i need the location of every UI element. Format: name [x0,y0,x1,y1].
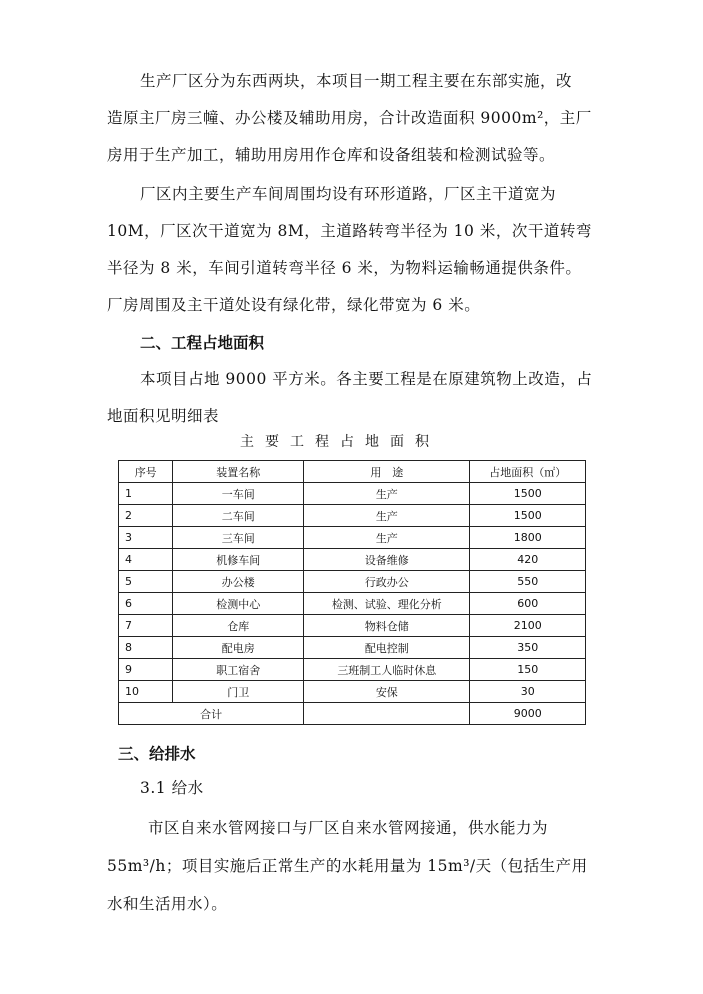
table-row [119,659,586,681]
table-row [119,615,586,637]
header-use: 用 途 [304,461,470,483]
row-no: 8 [119,637,173,659]
section-2-heading: 二、工程占地面积 [140,334,265,352]
row-use: 生产 [304,527,470,549]
table-total-row [119,703,586,725]
section-3-heading: 三、给排水 [118,745,196,763]
header-name: 装置名称 [173,461,304,483]
row-area: 350 [470,637,586,659]
row-area: 550 [470,571,586,593]
row-name: 配电房 [173,637,304,659]
section-3-line-2: 55m³/h；项目实施后正常生产的水耗用量为 15m³/天（包括生产用 [107,857,588,875]
row-name: 三车间 [173,527,304,549]
row-area: 1500 [470,505,586,527]
row-name: 门卫 [173,681,304,703]
section-2-line-2: 地面积见明细表 [107,407,220,425]
header-area: 占地面积（㎡） [470,461,586,483]
paragraph-2-line-4: 厂房周围及主干道处设有绿化带，绿化带宽为 6 米。 [107,296,481,314]
row-no: 9 [119,659,173,681]
row-use: 三班制工人临时休息 [304,659,470,681]
row-area: 1500 [470,483,586,505]
row-area: 1800 [470,527,586,549]
header-no: 序号 [119,461,173,483]
table-row [119,527,586,549]
row-use: 检测、试验、理化分析 [304,593,470,615]
row-no: 10 [119,681,173,703]
table-row [119,505,586,527]
row-name: 一车间 [173,483,304,505]
row-no: 5 [119,571,173,593]
row-area: 420 [470,549,586,571]
row-no: 6 [119,593,173,615]
section-3-subheading: 3.1 给水 [140,779,204,797]
table-caption: 主要工程占地面积 [240,434,440,450]
total-value: 9000 [470,703,586,725]
row-use: 生产 [304,483,470,505]
row-use: 设备维修 [304,549,470,571]
row-name: 机修车间 [173,549,304,571]
total-use-empty [304,703,470,725]
row-area: 150 [470,659,586,681]
paragraph-1-line-2: 造原主厂房三幢、办公楼及辅助用房，合计改造面积 9000m²，主厂 [107,109,592,127]
table-row [119,483,586,505]
row-name: 检测中心 [173,593,304,615]
row-name: 职工宿舍 [173,659,304,681]
row-no: 1 [119,483,173,505]
row-name: 二车间 [173,505,304,527]
table-header-row [119,461,586,483]
row-name: 仓库 [173,615,304,637]
area-table [118,460,586,725]
section-2-line-1: 本项目占地 9000 平方米。各主要工程是在原建筑物上改造，占 [140,370,593,388]
row-use: 配电控制 [304,637,470,659]
row-use: 物料仓储 [304,615,470,637]
row-use: 生产 [304,505,470,527]
row-name: 办公楼 [173,571,304,593]
row-use: 行政办公 [304,571,470,593]
row-no: 4 [119,549,173,571]
row-area: 2100 [470,615,586,637]
total-label: 合计 [119,703,304,725]
row-area: 30 [470,681,586,703]
paragraph-1-line-3: 房用于生产加工，辅助用房用作仓库和设备组装和检测试验等。 [107,146,556,164]
table-row [119,549,586,571]
row-area: 600 [470,593,586,615]
section-3-line-3: 水和生活用水）。 [107,895,228,913]
table-row [119,637,586,659]
table-row [119,571,586,593]
row-no: 2 [119,505,173,527]
row-no: 3 [119,527,173,549]
row-no: 7 [119,615,173,637]
paragraph-2-line-2: 10M，厂区次干道宽为 8M，主道路转弯半径为 10 米，次干道转弯 [107,222,592,240]
row-use: 安保 [304,681,470,703]
table-row [119,681,586,703]
paragraph-2-line-1: 厂区内主要生产车间周围均设有环形道路，厂区主干道宽为 [140,185,557,203]
paragraph-2-line-3: 半径为 8 米，车间引道转弯半径 6 米，为物料运输畅通提供条件。 [107,259,582,277]
section-3-line-1: 市区自来水管网接口与厂区自来水管网接通，供水能力为 [148,819,549,837]
table-row [119,593,586,615]
paragraph-1-line-1: 生产厂区分为东西两块，本项目一期工程主要在东部实施，改 [140,72,573,90]
